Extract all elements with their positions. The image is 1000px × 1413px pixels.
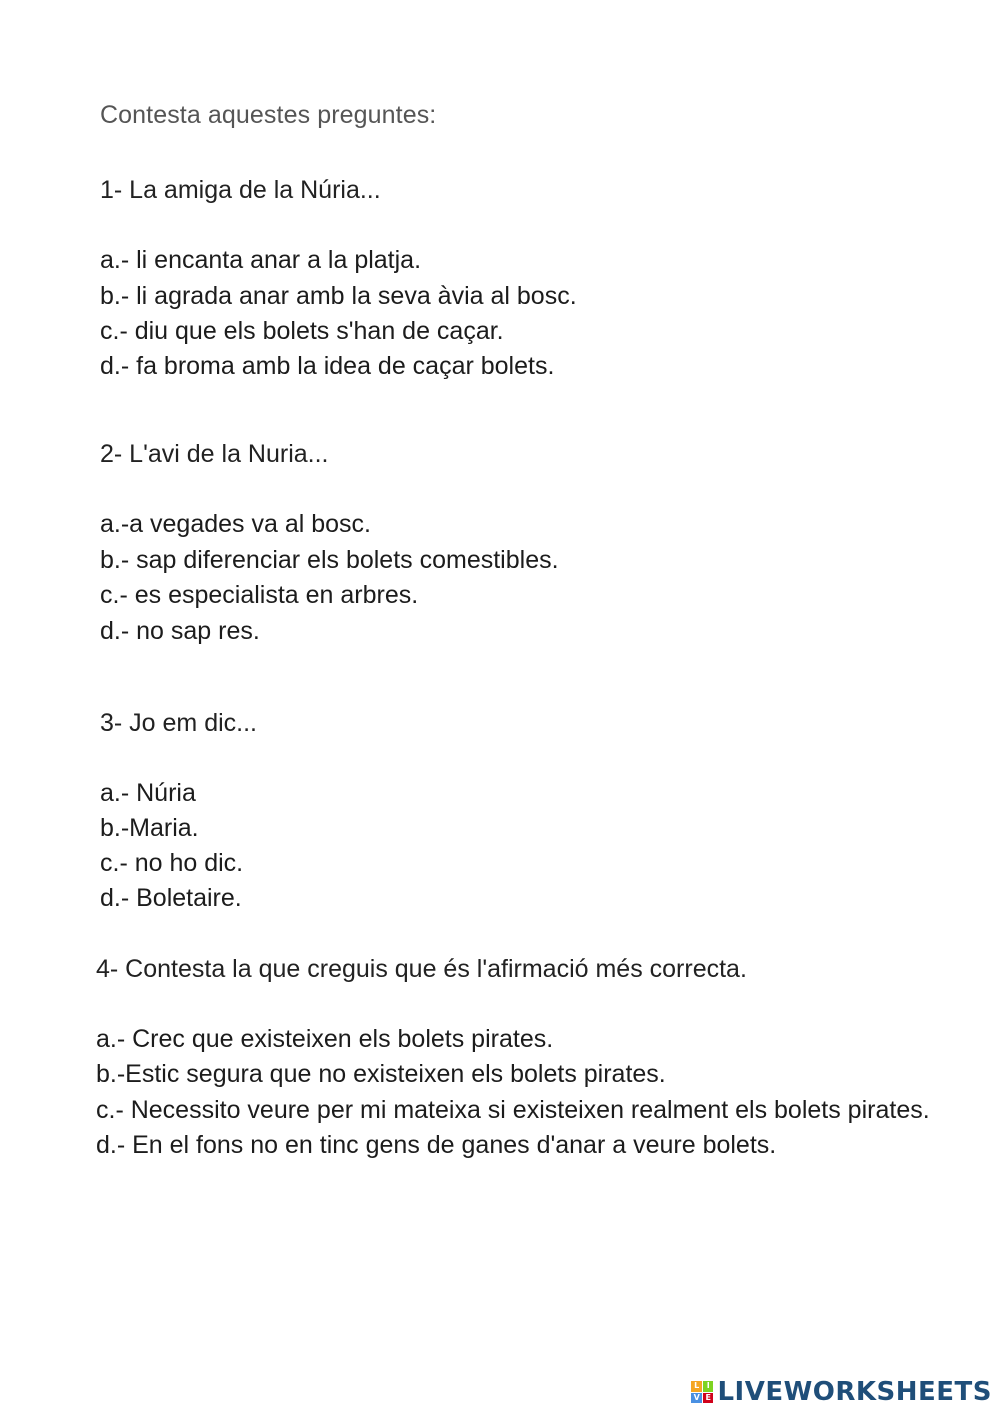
question-3-option-b[interactable]: b.-Maria. [100,814,199,842]
liveworksheets-branding [691,1377,992,1407]
instructions-heading: Contesta aquestes preguntes: [100,101,437,129]
question-4-option-d[interactable]: d.- En el fons no en tinc gens de ganes d'anar a veure bolets. [96,1131,777,1159]
question-3-title: 3- Jo em dic... [100,709,257,737]
logo-letter-v: V [691,1393,702,1404]
question-2-option-d[interactable]: d.- no sap res. [100,617,260,645]
question-4-option-b[interactable]: b.-Estic segura que no existeixen els bolets pirates. [96,1060,666,1088]
question-1-title: 1- La amiga de la Núria... [100,176,381,204]
question-1-option-a[interactable]: a.- li encanta anar a la platja. [100,246,422,274]
question-2-title: 2- L'avi de la Nuria... [100,440,329,468]
question-4-option-a[interactable]: a.- Crec que existeixen els bolets pirates. [96,1025,554,1053]
question-2-option-a[interactable]: a.-a vegades va al bosc. [100,510,371,538]
question-4-option-c[interactable]: c.- Necessito veure per mi mateixa si existeixen realment els bolets pirates. [96,1096,930,1124]
question-1-option-d[interactable]: d.- fa broma amb la idea de caçar bolets. [100,352,555,380]
liveworksheets-logo-icon [691,1381,713,1403]
question-1-option-c[interactable]: c.- diu que els bolets s'han de caçar. [100,317,504,345]
logo-letter-i: I [703,1381,714,1392]
liveworksheets-wordmark: LIVEWORKSHEETS [717,1377,992,1407]
question-3-option-a[interactable]: a.- Núria [100,779,196,807]
question-4-title: 4- Contesta la que creguis que és l'afirmació més correcta. [96,955,747,983]
question-1-option-b[interactable]: b.- li agrada anar amb la seva àvia al bosc. [100,282,577,310]
question-2-option-b[interactable]: b.- sap diferenciar els bolets comestibles. [100,546,559,574]
question-3-option-d[interactable]: d.- Boletaire. [100,884,242,912]
question-2-option-c[interactable]: c.- es especialista en arbres. [100,581,419,609]
logo-letter-e: E [703,1393,714,1404]
question-3-option-c[interactable]: c.- no ho dic. [100,849,244,877]
logo-letter-l: L [691,1381,702,1392]
